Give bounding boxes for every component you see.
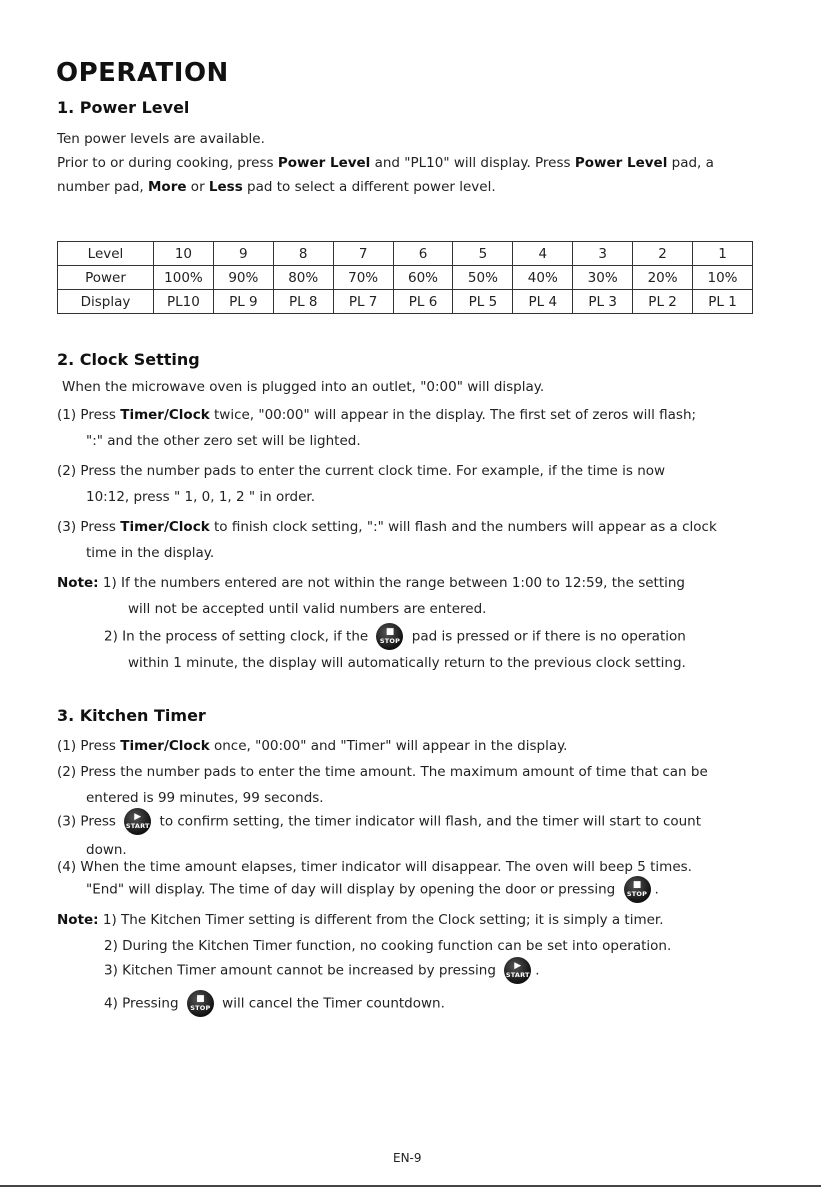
table-cell: 40% — [513, 266, 573, 290]
table-cell: 10% — [693, 266, 753, 290]
power-level-paragraph-line2 — [57, 178, 496, 196]
table-cell: PL 1 — [693, 290, 753, 314]
text: twice, "00:00" will appear in the display. The first set of zeros will flash; — [209, 407, 697, 423]
start-label: START — [505, 971, 530, 979]
table-cell: Power — [58, 266, 154, 290]
timer-step-3 — [57, 808, 701, 836]
text: 2) In the process of setting clock, if the — [104, 628, 373, 645]
text: (3) Press — [57, 519, 121, 535]
table-cell: 5 — [453, 242, 513, 266]
table-row — [58, 290, 753, 314]
keyword-timer-clock: Timer/Clock — [120, 407, 210, 423]
text: and "PL10" will display. Press — [370, 155, 575, 171]
clock-note-1 — [57, 574, 685, 592]
text: number pad, — [57, 179, 148, 195]
table-cell: 20% — [633, 266, 693, 290]
stop-button-icon: ■ STOP — [376, 623, 403, 650]
table-cell: 10 — [154, 242, 214, 266]
table-row — [58, 242, 753, 266]
start-button-icon: ▶ START — [504, 957, 531, 984]
clock-step-1-cont: ":" and the other zero set will be lighted. — [86, 433, 361, 449]
text: 4) Pressing — [104, 995, 183, 1012]
table-cell: 6 — [393, 242, 453, 266]
text: once, "00:00" and "Timer" will appear in the display. — [209, 738, 568, 754]
text: to finish clock setting, ":" will flash and the numbers will appear as a clock — [209, 519, 717, 535]
table-cell: 80% — [273, 266, 333, 290]
section-power-level-heading: 1. Power Level — [57, 98, 190, 117]
table-cell: 2 — [633, 242, 693, 266]
keyword-more: More — [147, 179, 187, 195]
text: (1) Press — [57, 407, 121, 423]
stop-label: STOP — [379, 637, 401, 645]
clock-note-2-cont: within 1 minute, the display will automatically return to the previous clock setting. — [128, 655, 686, 671]
text: (3) Press — [57, 813, 121, 830]
table-cell: PL10 — [154, 290, 214, 314]
table-cell: PL 7 — [333, 290, 393, 314]
keyword-power-level: Power Level — [277, 155, 371, 171]
keyword-timer-clock: Timer/Clock — [120, 738, 210, 754]
table-cell: 60% — [393, 266, 453, 290]
stop-button-icon: ■ STOP — [624, 876, 651, 903]
text: "End" will display. The time of day will display by opening the door or pressing — [86, 881, 620, 898]
clock-step-3-cont: time in the display. — [86, 545, 215, 561]
table-cell: 8 — [273, 242, 333, 266]
power-level-table — [57, 241, 753, 314]
footer-rule — [0, 1185, 821, 1187]
table-cell: 30% — [573, 266, 633, 290]
text: 3) Kitchen Timer amount cannot be increased by pressing — [104, 962, 501, 979]
text: will cancel the Timer countdown. — [217, 995, 445, 1012]
table-cell: Level — [58, 242, 154, 266]
table-cell: PL 4 — [513, 290, 573, 314]
timer-step-3-cont: down. — [86, 842, 127, 858]
stop-label: STOP — [626, 890, 648, 898]
table-row — [58, 266, 753, 290]
table-cell: PL 5 — [453, 290, 513, 314]
keyword-power-level: Power Level — [574, 155, 668, 171]
table-cell: 4 — [513, 242, 573, 266]
stop-label: STOP — [190, 1004, 211, 1012]
text: Prior to or during cooking, press — [57, 155, 278, 171]
start-button-icon: ▶ START — [124, 808, 151, 835]
table-cell: 9 — [213, 242, 273, 266]
section-clock-setting-heading: 2. Clock Setting — [57, 350, 200, 369]
text: pad, a — [667, 155, 714, 171]
power-level-paragraph-line1 — [57, 154, 714, 172]
table-cell: PL 9 — [213, 290, 273, 314]
text: (1) Press — [57, 738, 121, 754]
clock-step-3 — [57, 518, 717, 536]
table-cell: PL 8 — [273, 290, 333, 314]
timer-step-1 — [57, 737, 567, 755]
timer-note-4 — [104, 990, 445, 1018]
text: pad is pressed or if there is no operation — [407, 628, 686, 645]
table-cell: 90% — [213, 266, 273, 290]
text: . — [535, 962, 540, 979]
stop-button-icon: ■ STOP — [187, 990, 214, 1017]
start-label: START — [125, 822, 150, 830]
table-cell: 100% — [154, 266, 214, 290]
keyword-less: Less — [208, 179, 243, 195]
timer-note-3 — [104, 957, 540, 985]
clock-step-2-cont: 10:12, press " 1, 0, 1, 2 " in order. — [86, 489, 316, 505]
clock-step-1 — [57, 406, 696, 424]
timer-step-2: (2) Press the number pads to enter the time amount. The maximum amount of time that can be — [57, 764, 708, 780]
keyword-timer-clock: Timer/Clock — [120, 519, 210, 535]
text: . — [654, 881, 659, 898]
clock-intro: When the microwave oven is plugged into an outlet, "0:00" will display. — [62, 379, 545, 395]
timer-step-4-cont — [86, 876, 659, 904]
clock-note-1-cont: will not be accepted until valid numbers are entered. — [128, 601, 487, 617]
clock-step-2: (2) Press the number pads to enter the current clock time. For example, if the time is now — [57, 463, 666, 479]
timer-step-2-cont: entered is 99 minutes, 99 seconds. — [86, 790, 324, 806]
table-cell: 3 — [573, 242, 633, 266]
page-number: EN-9 — [393, 1151, 422, 1165]
text: 1) If the numbers entered are not within the range between 1:00 to 12:59, the setting — [98, 575, 686, 591]
section-kitchen-timer-heading: 3. Kitchen Timer — [57, 706, 206, 725]
table-cell: 70% — [333, 266, 393, 290]
text: pad to select a different power level. — [242, 179, 496, 195]
text: 1) The Kitchen Timer setting is different from the Clock setting; it is simply a timer. — [98, 912, 664, 928]
table-cell: PL 3 — [573, 290, 633, 314]
table-cell: 50% — [453, 266, 513, 290]
power-level-intro: Ten power levels are available. — [57, 131, 265, 147]
timer-step-4: (4) When the time amount elapses, timer indicator will disappear. The oven will beep 5 times. — [57, 859, 692, 875]
clock-note-2 — [104, 623, 686, 651]
page-title: OPERATION — [56, 58, 229, 88]
table-cell: Display — [58, 290, 154, 314]
table-cell: 7 — [333, 242, 393, 266]
table-cell: 1 — [693, 242, 753, 266]
text: or — [186, 179, 209, 195]
note-label: Note: — [57, 575, 99, 591]
text: to confirm setting, the timer indicator will flash, and the timer will start to count — [155, 813, 702, 830]
timer-note-2: 2) During the Kitchen Timer function, no cooking function can be set into operation. — [104, 938, 672, 954]
table-cell: PL 2 — [633, 290, 693, 314]
timer-note-1 — [57, 911, 664, 929]
note-label: Note: — [57, 912, 99, 928]
table-cell: PL 6 — [393, 290, 453, 314]
